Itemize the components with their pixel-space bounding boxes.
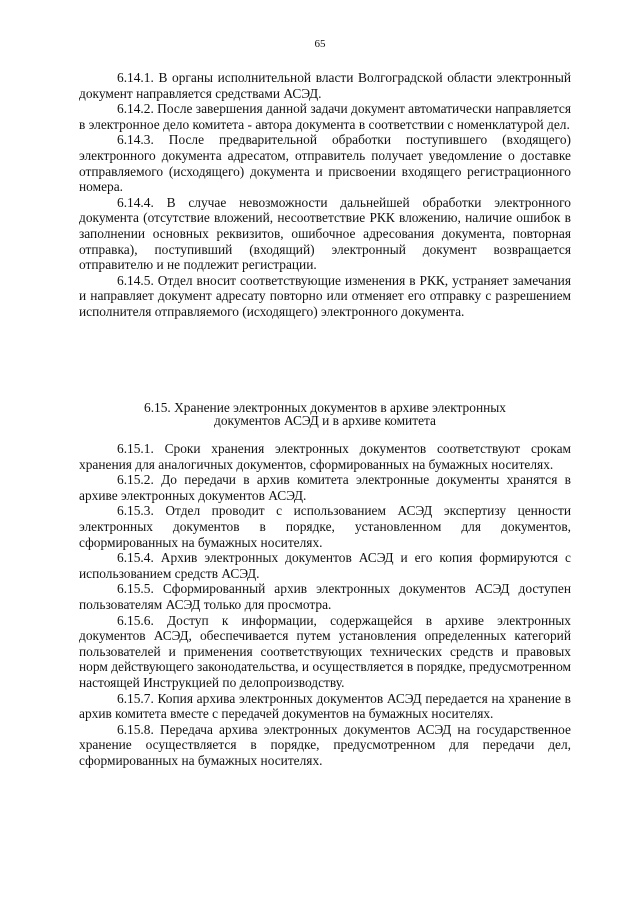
paragraph-6-14-2: 6.14.2. После завершения данной задачи документ автоматически направляется в электронное дело комитета - автора документа в соответствии с номенклатурой дел. [79, 101, 571, 132]
paragraph-6-15-6: 6.15.6. Доступ к информации, содержащейся в архиве электронных документов АСЭД, обеспечивается путем установления определенных категорий пользователей и применения соответствующих технических средств и правовых норм действующего законодательства, и осуществляется в порядке, предусмотренном настоящей Инструкцией по делопроизводству. [79, 612, 571, 690]
page-number: 65 [314, 38, 326, 50]
section-heading-line-2: документов АСЭД и в архиве комитета [214, 413, 436, 428]
paragraph-6-15-8: 6.15.8. Передача архива электронных документов АСЭД на государственное хранение осуществляется в порядке, предусмотренном для передачи дел, сформированных на бумажных носителях. [79, 721, 571, 768]
paragraph-6-15-7: 6.15.7. Копия архива электронных документов АСЭД передается на хранение в архив комитета вместе с передачей документов на бумажных носителях. [79, 690, 571, 722]
paragraph-6-15-1: 6.15.1. Сроки хранения электронных документов соответствуют срокам хранения для аналогичных документов, сформированных на бумажных носителях. [79, 441, 571, 472]
paragraph-6-14-3: 6.14.3. После предварительной обработки поступившего (входящего) электронного документа адресатом, отправитель получает уведомление о доставке отправляемого (исходящего) документа и присвоении входящего регистрационного номера. [79, 132, 571, 195]
section-heading-line-1: 6.15. Хранение электронных документов в архиве электронных [144, 400, 506, 415]
paragraph-6-14-5: 6.14.5. Отдел вносит соответствующие изменения в РКК, устраняет замечания и направляет документ адресату повторно или отменяет его отправку с разрешением исполнителя отправляемого (исходящего) электронного документа. [79, 272, 571, 319]
section-6-14-body [79, 70, 571, 320]
paragraph-6-15-5: 6.15.5. Сформированный архив электронных документов АСЭД доступен пользователям АСЭД только для просмотра. [79, 581, 571, 612]
paragraph-6-15-2: 6.15.2. До передачи в архив комитета электронные документы хранятся в архиве электронных документов АСЭД. [79, 472, 571, 503]
section-6-15-heading [79, 401, 571, 427]
paragraph-6-14-1: 6.14.1. В органы исполнительной власти Волгоградской области электронный документ направляется средствами АСЭД. [79, 70, 571, 101]
paragraph-6-14-4: 6.14.4. В случае невозможности дальнейшей обработки электронного документа (отсутствие вложений, несоответствие РКК вложению, наличие ошибок в заполнении основных реквизитов, ошибочное адресования документа, повторная отправка), поступивший (входящий) электронный документ возвращается отправителю и не подлежит регистрации. [79, 194, 571, 273]
paragraph-6-15-3: 6.15.3. Отдел проводит с использованием АСЭД экспертизу ценности электронных документов в порядке, установленном для документов, сформированных на бумажных носителях. [79, 503, 571, 550]
paragraph-6-15-4: 6.15.4. Архив электронных документов АСЭД и его копия формируются с использованием средств АСЭД. [79, 550, 571, 581]
section-6-15-body [79, 441, 571, 768]
